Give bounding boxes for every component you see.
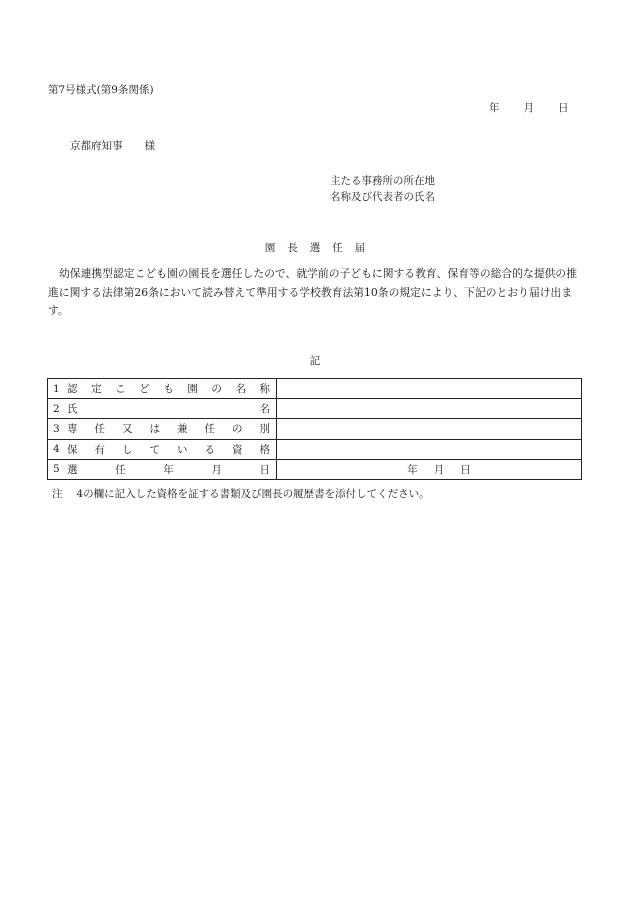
date-day-label: 日 [460,463,471,476]
title-char: 選 [309,242,321,254]
date-year-label: 年 [489,102,500,114]
date-day-label: 日 [558,102,569,114]
row-number: 2 [53,402,60,415]
kindergarten-name-field[interactable] [277,379,582,399]
addressee-name: 京都府知事 [70,140,123,152]
addressee-honorific: 様 [144,140,155,152]
ki-heading: 記 [309,355,321,367]
row-label-qualifications [48,439,277,459]
document-title [0,240,630,255]
label-char: の [232,423,243,436]
label-char: 別 [259,423,270,436]
label-char: 任 [115,463,126,476]
row-number: 4 [53,443,60,456]
label-char: 兼 [177,423,188,436]
row-number: 3 [53,422,60,435]
label-char: て [149,443,160,456]
title-char: 長 [287,242,298,254]
label-char: 名 [259,403,270,416]
table-row [48,459,582,479]
table-row [48,419,582,439]
fulltime-or-concurrent-field[interactable] [277,419,582,439]
label-char: 格 [259,443,270,456]
label-char: 定 [91,383,102,396]
body-paragraph: 幼保連携型認定こども園の園長を選任したので、就学前の子どもに関する教育、保育等の総合的な提供の推進に関する法律第26条において読み替えて準用する学校教育法第10条の規定により、下記のとおり届け出ます。 [48,267,578,317]
title-char: 園 [264,242,276,254]
submission-date [489,100,569,115]
label-char: 園 [187,383,198,396]
label-char: は [149,423,160,436]
entry-table [47,378,582,480]
label-char: 称 [259,383,270,396]
label-char: 名 [235,383,246,396]
table-row [48,399,582,419]
row-label-name [48,399,277,419]
label-char: こ [115,383,126,396]
row-label-appointment-date [48,459,277,479]
label-char: 日 [259,463,270,476]
label-char: 氏 [67,403,78,416]
label-char: 専 [67,423,78,436]
row-label-kindergarten-name [48,379,277,399]
footnote [52,486,430,501]
label-char: い [177,443,188,456]
label-char: の [211,383,222,396]
label-char: 有 [94,443,105,456]
label-char: 月 [211,463,222,476]
date-month-label: 月 [523,102,534,114]
table-row [48,439,582,459]
principal-name-field[interactable] [277,399,582,419]
row-number: 1 [53,382,60,395]
qualifications-field[interactable] [277,439,582,459]
title-char: 届 [354,242,366,254]
label-char: ど [139,383,150,396]
label-char: る [204,443,215,456]
note-text: 4の欄に記入した資格を証する書類及び園長の履歴書を添付してください。 [76,488,430,500]
row-number: 5 [53,463,60,476]
form-number: 第7号様式(第9条関係) [48,84,154,96]
label-char: 保 [67,443,78,456]
appointment-date-field[interactable] [277,459,582,479]
label-char: 選 [67,463,78,476]
date-month-label: 月 [433,463,445,476]
label-char: 又 [122,423,133,436]
note-prefix: 注 [52,488,63,500]
title-char: 任 [332,242,343,254]
row-label-fulltime-or-concurrent [48,419,277,439]
representative-name-label: 名称及び代表者の氏名 [330,191,435,203]
label-char: し [122,443,133,456]
label-char: 任 [204,423,215,436]
label-char: 認 [67,383,78,396]
label-char: も [163,383,174,396]
addressee [70,138,155,153]
label-char: 年 [163,463,174,476]
date-year-label: 年 [407,463,418,476]
office-address-label: 主たる事務所の所在地 [330,175,435,187]
label-char: 任 [94,423,105,436]
label-char: 資 [232,443,243,456]
table-row [48,379,582,399]
